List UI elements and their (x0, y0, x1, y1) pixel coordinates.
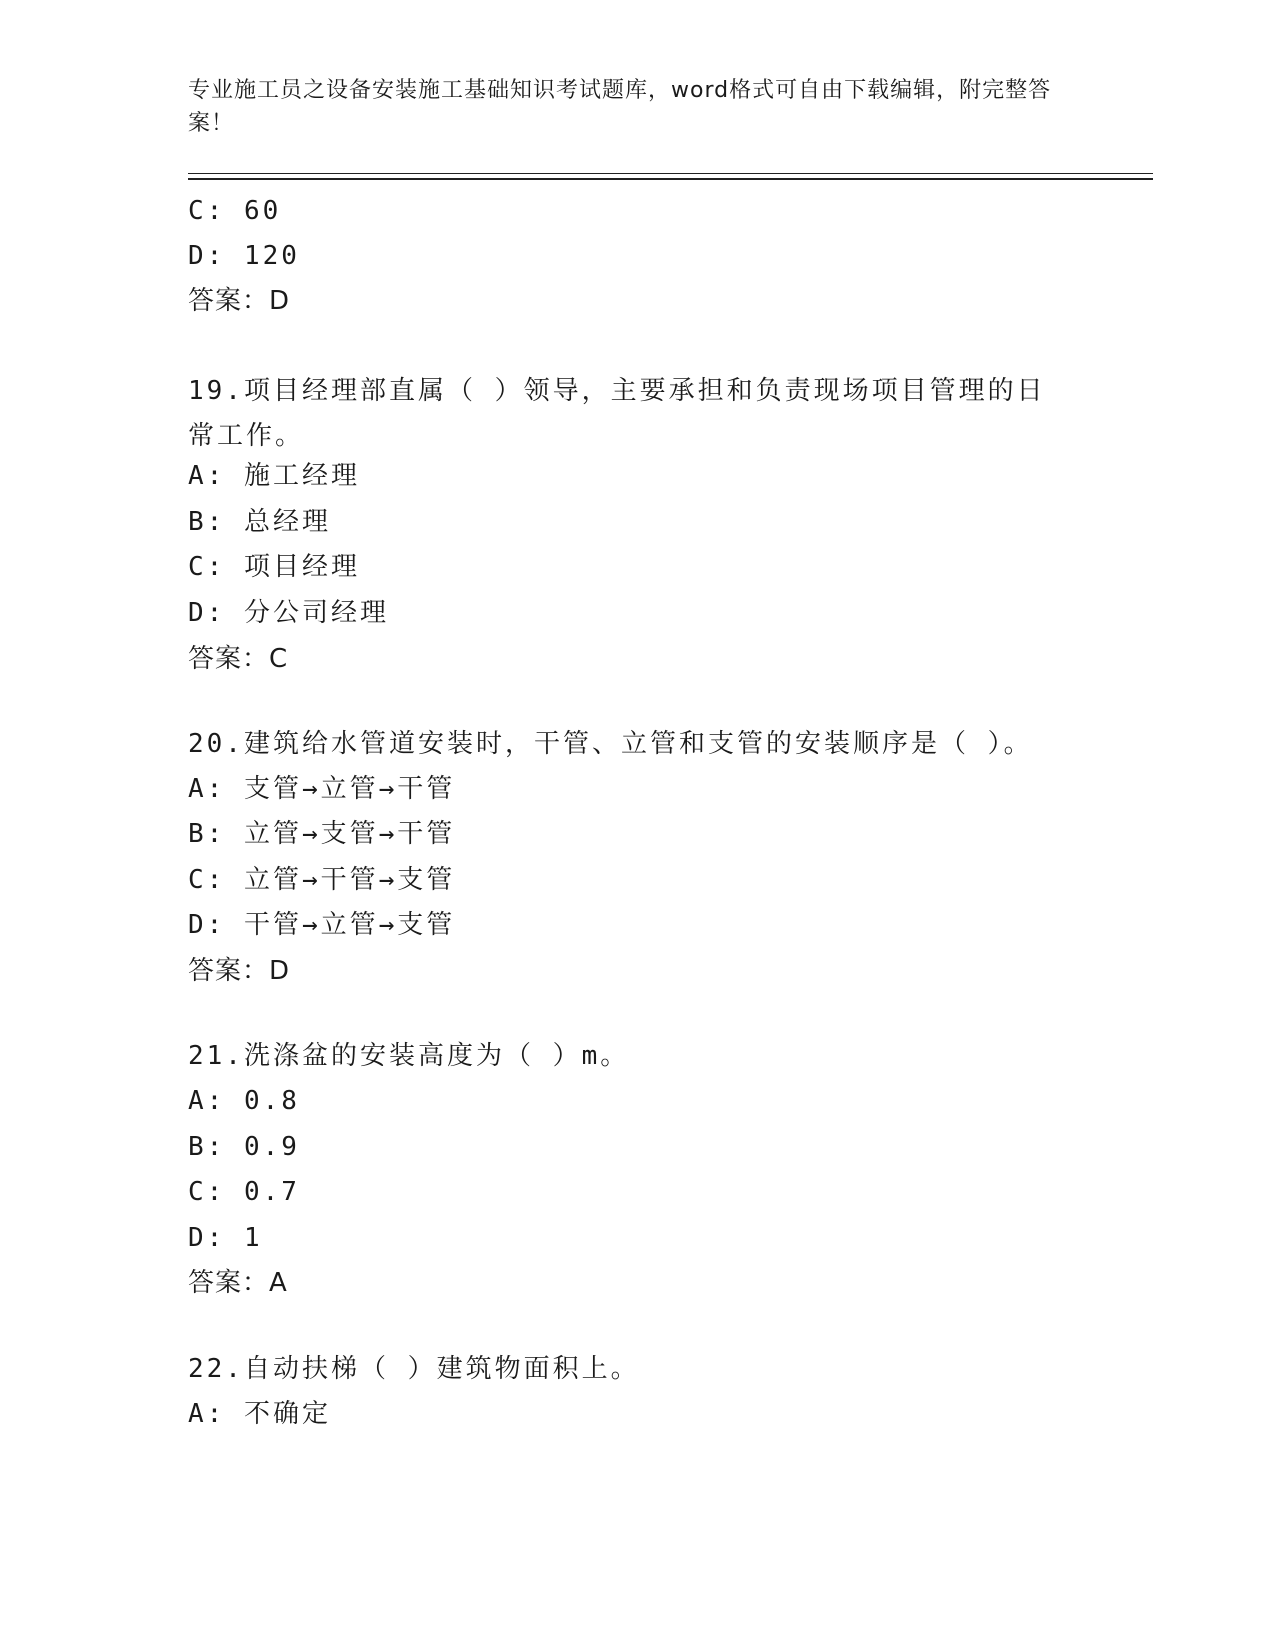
header-rule-thin (188, 173, 1153, 174)
option-c: C: 0.7 (188, 1177, 300, 1207)
option-b: B: 0.9 (188, 1132, 300, 1162)
document-header: 专业施工员之设备安装施工基础知识考试题库，word格式可自由下载编辑，附完整答案！ (188, 78, 1052, 136)
option-b: B: 总经理 (188, 507, 331, 537)
option-a: A: 施工经理 (188, 461, 360, 491)
option-d: D: 分公司经理 (188, 598, 389, 628)
answer-line: 答案：C (188, 644, 289, 674)
option-c: C: 项目经理 (188, 552, 360, 582)
option-a: A: 0.8 (188, 1086, 300, 1116)
option-a: A: 支管→立管→干管 (188, 774, 456, 804)
question-stem-21: 21.洗涤盆的安装高度为（ ）m。 (188, 1041, 630, 1071)
option-d: D: 120 (188, 241, 300, 271)
option-c: C: 60 (188, 196, 282, 226)
question-stem-22: 22.自动扶梯（ ）建筑物面积上。 (188, 1354, 640, 1384)
answer-line: 答案：D (188, 956, 291, 986)
answer-line: 答案：D (188, 286, 291, 316)
option-d: D: 干管→立管→支管 (188, 910, 456, 940)
question-stem-19: 19.项目经理部直属（ ）领导，主要承担和负责现场项目管理的日常工作。 (188, 376, 1046, 451)
option-c: C: 立管→干管→支管 (188, 865, 456, 895)
option-b: B: 立管→支管→干管 (188, 819, 456, 849)
answer-line: 答案：A (188, 1268, 288, 1298)
question-stem-20: 20.建筑给水管道安装时，干管、立管和支管的安装顺序是（ ）。 (188, 729, 1033, 759)
option-d: D: 1 (188, 1223, 263, 1253)
option-a: A: 不确定 (188, 1399, 331, 1429)
header-rule-thick (188, 178, 1153, 180)
